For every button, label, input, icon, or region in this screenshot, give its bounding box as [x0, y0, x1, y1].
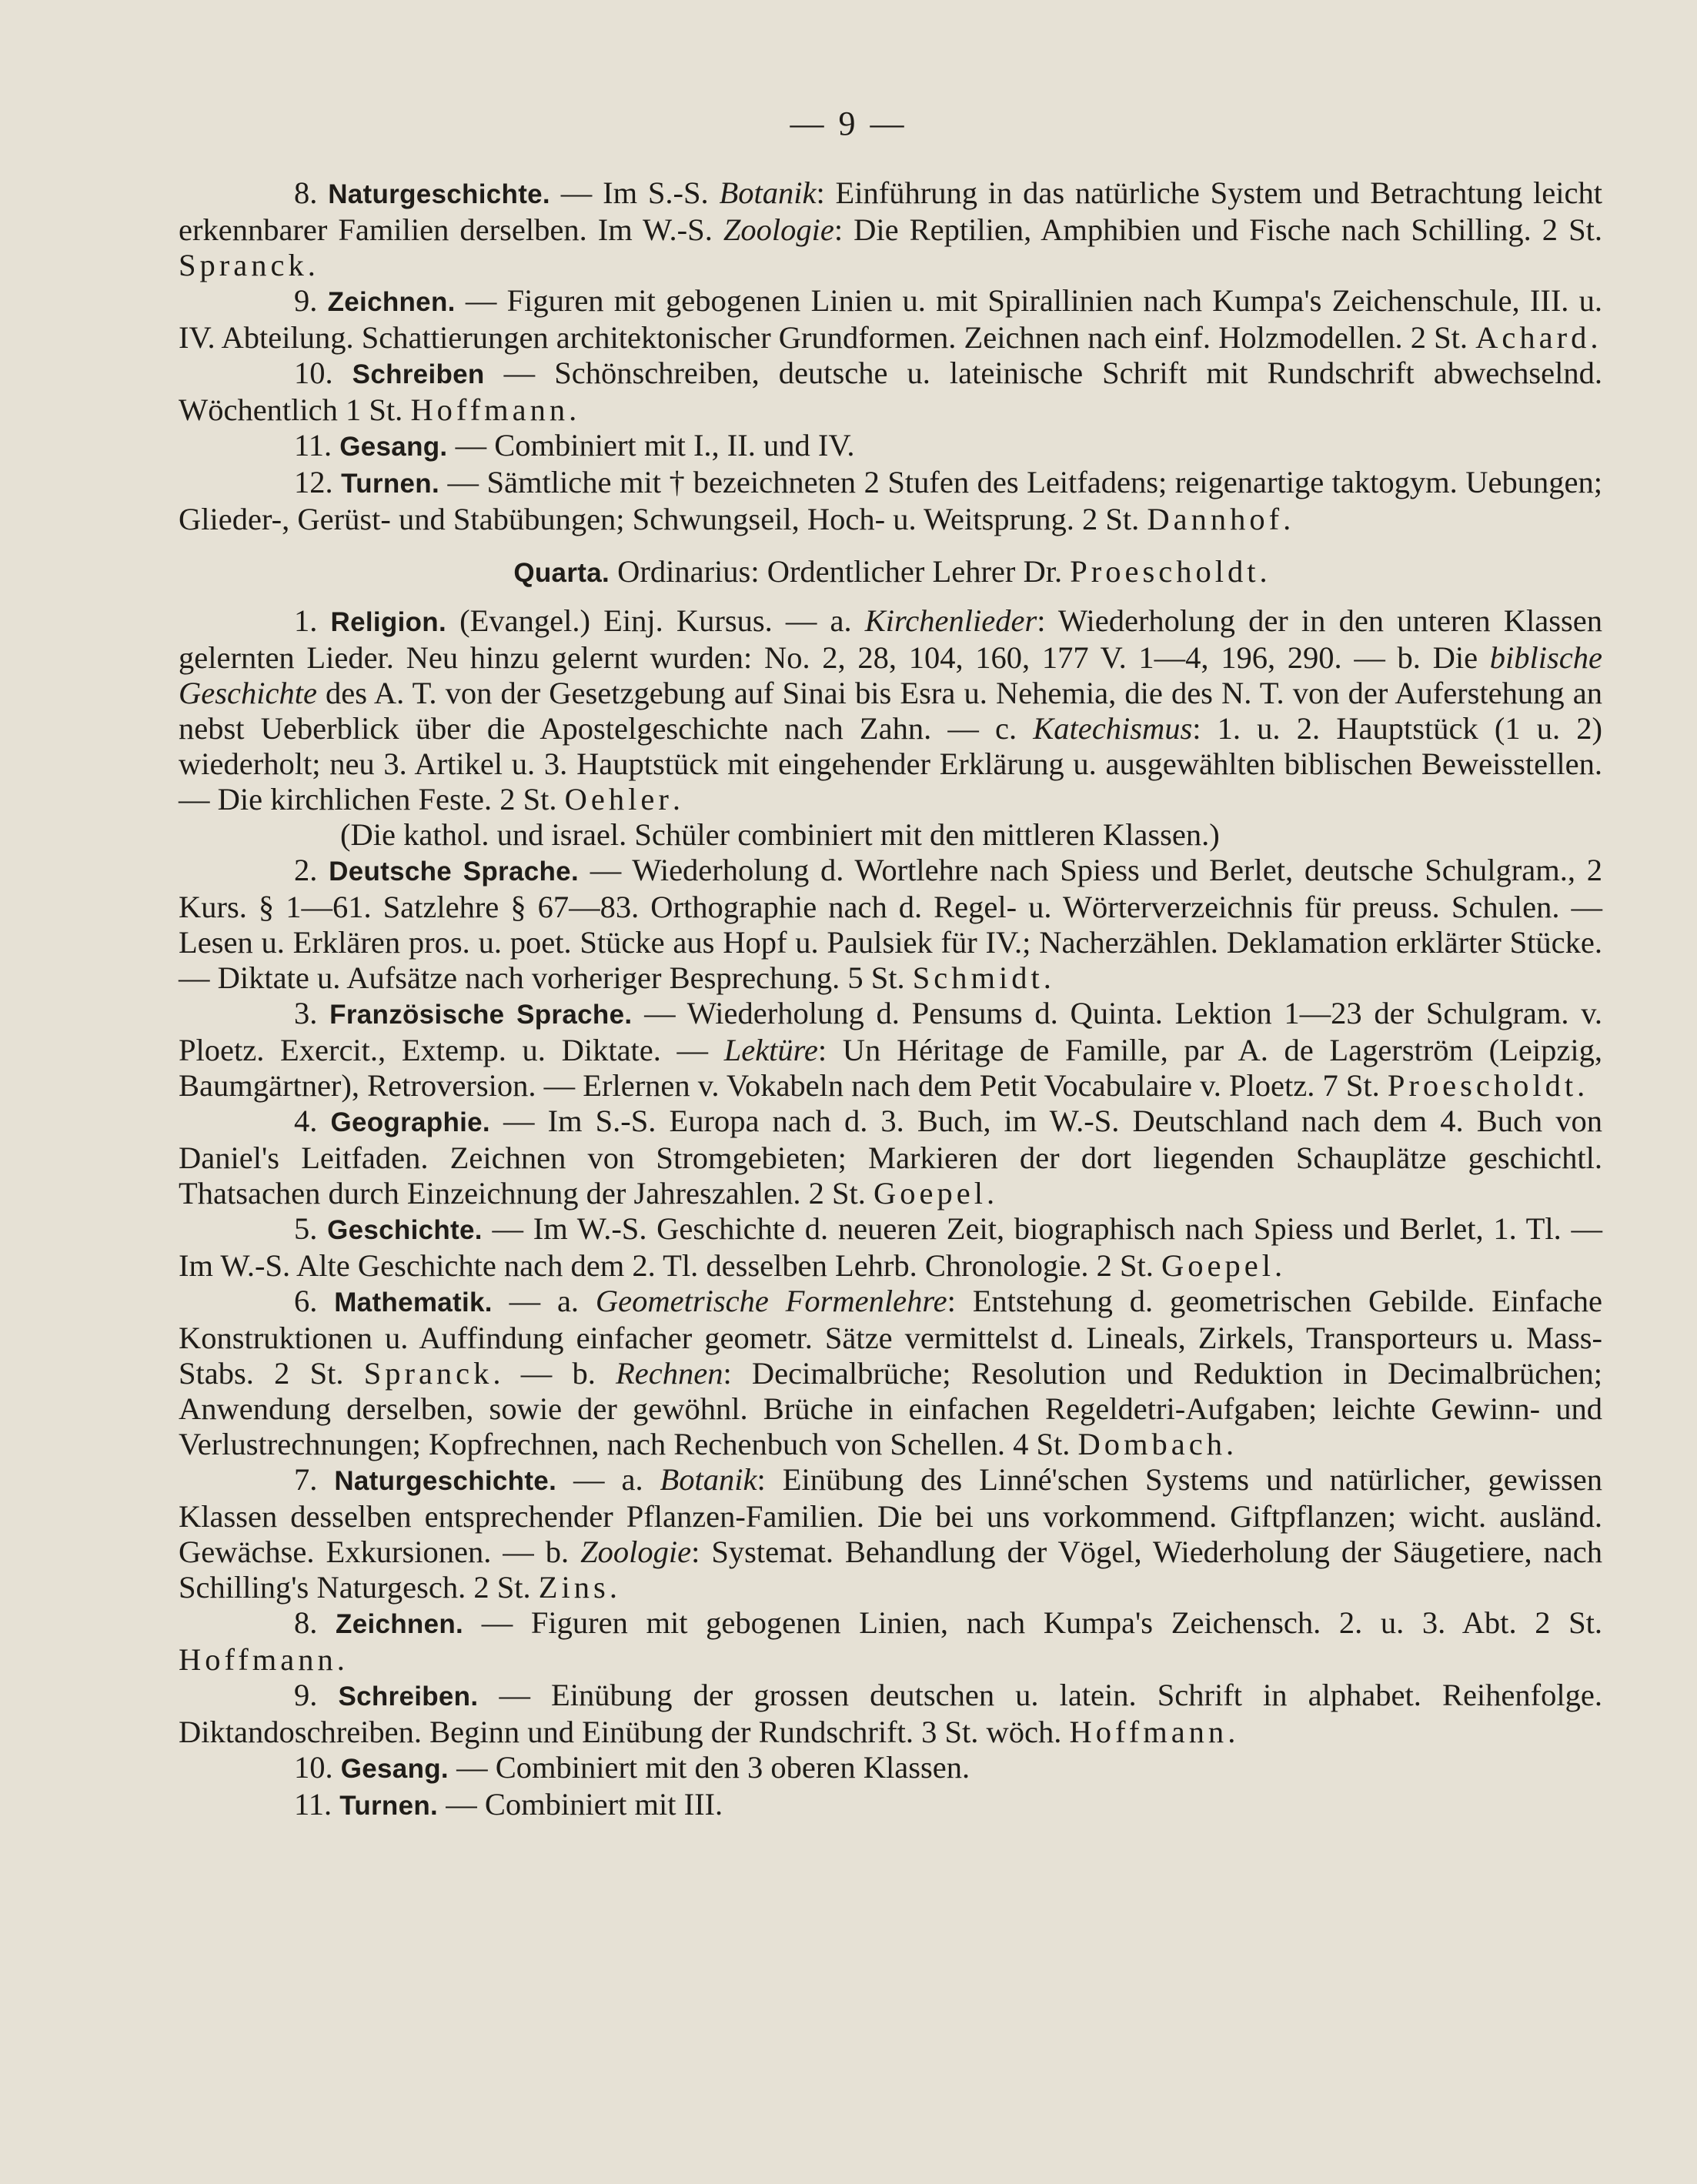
subject-heading: Deutsche Sprache. [329, 857, 579, 887]
item-number: 4. [294, 1104, 318, 1138]
section-gesang-quinta [179, 428, 1602, 465]
text-run: (Evangel.) Einj. Kursus. — a. [446, 603, 865, 638]
text-run: — Wiederholung d. Wortlehre nach Spiess und Berlet, deutsche Schulgram., 2 Kurs. § 1—61. Satzlehre § 67—83. Orthographie nach d. Regel- u. Wörterverzeichnis für preuss. Schulen. — Lesen u. Erklären pros. u. poet. Stücke aus Hopf u. Paulsiek für IV.; Nacherzählen. Deklamation erklärter Stücke. — Diktate u. Aufsätze nach vorheriger Besprechung. 5 St. [179, 853, 1602, 995]
italic-term: biblische Geschichte [179, 640, 1602, 710]
subject-heading: Mathematik. [334, 1287, 493, 1317]
section-gesang-quarta [179, 1750, 1602, 1787]
text-run: — Sämtliche mit † bezeichneten 2 Stufen des Leitfadens; reigenartige taktogym. Uebungen; Glieder-, Gerüst- und Stabübungen; Schwungseil, Hoch- u. Weitsprung. 2 St. [179, 465, 1603, 536]
item-number: 5. [294, 1211, 318, 1246]
subject-heading: Naturgeschichte. [328, 179, 550, 209]
italic-term: Kirchenlieder [864, 603, 1037, 638]
subject-heading: Naturgeschichte. [334, 1466, 557, 1496]
subject-heading: Zeichnen. [327, 287, 456, 317]
subject-heading: Gesang. [340, 1754, 449, 1784]
text-run: — Combiniert mit I., II. und IV. [447, 428, 855, 463]
section-schreiben-quarta [179, 1678, 1602, 1750]
text-run: : Un Héritage de Famille, par A. de Lagerström (Leipzig, Baumgärtner), Retroversion. — Erlernen v. Vokabeln nach dem Petit Vocabulaire v. Ploetz. 7 St. [179, 1033, 1602, 1103]
item-number: 9. [294, 283, 318, 318]
teacher-name: Goepel [874, 1176, 987, 1211]
section-turnen-quinta [179, 465, 1602, 537]
section-turnen-quarta [179, 1787, 1602, 1824]
subject-heading: Religion. [330, 607, 447, 637]
section-religion [179, 603, 1602, 817]
italic-term: Katechismus [1033, 711, 1193, 746]
subject-heading: Schreiben [352, 359, 485, 389]
text-run: : Entstehung d. geometrischen Gebilde. Einfache Konstruktionen u. Auffindung einfacher geometr. Sätze vermittelst d. Lineals, Zirkels, Transporteurs u. Mass-Stabs. 2 St. [179, 1284, 1603, 1391]
text-run: . [987, 1176, 995, 1211]
text-run: — Combiniert mit den 3 oberen Klassen. [448, 1750, 970, 1785]
text-run: — Im W.-S. Geschichte d. neueren Zeit, biographisch nach Spiess und Berlet, 1. Tl. — Im W.-S. Alte Geschichte nach dem 2. Tl. desselben Lehrb. Chronologie. 2 St. [179, 1211, 1602, 1283]
text-run: . [672, 782, 680, 816]
item-number: 8. [294, 1605, 318, 1640]
section-franzoesische-sprache [179, 996, 1602, 1104]
teacher-name: Oehler [564, 782, 673, 816]
teacher-name: Proescholdt [1070, 554, 1260, 589]
text-run: Ordinarius: Ordentlicher Lehrer Dr. [609, 554, 1071, 589]
item-number: 12. [294, 465, 333, 499]
italic-term: Lektüre [723, 1033, 818, 1067]
text-run: . [336, 1642, 345, 1677]
text-run: — Figuren mit gebogenen Linien, nach Kumpa's Zeichensch. 2. u. 3. Abt. 2 St. [463, 1605, 1602, 1640]
text-run: — Im S.-S. Europa nach d. 3. Buch, im W.-S. Deutschland nach dem 4. Buch von Daniel's Leitfaden. Zeichnen von Stromgebieten; Markieren der dort liegenden Schauplätze geschichtl. Thatsachen durch Einzeichnung der Jahreszahlen. 2 St. [179, 1104, 1602, 1211]
religion-note: (Die kathol. und israel. Schüler combiniert mit den mittleren Klassen.) [340, 817, 1220, 852]
text-run: . [1577, 1068, 1585, 1103]
teacher-name: Hoffmann [179, 1642, 337, 1677]
text-run: — Figuren mit gebogenen Linien u. mit Spirallinien nach Kumpa's Zeichenschule, III. u. IV. Abteilung. Schattierungen architektonischer Grundformen. Zeichnen nach einf. Holzmodellen. 2 St. [179, 283, 1603, 355]
section-geographie [179, 1104, 1602, 1211]
item-number: 1. [294, 603, 318, 638]
item-number: 2. [294, 853, 318, 887]
subject-heading: Turnen. [339, 1791, 439, 1821]
item-number: 8. [294, 175, 318, 210]
text-run: : Einführung in das natürliche System und Betrachtung leicht erkennbarer Familien derselben. Im W.-S. [179, 175, 1602, 247]
italic-term: Zoologie [723, 212, 834, 247]
text-run: . — b. [493, 1356, 616, 1391]
item-number: 3. [294, 996, 318, 1030]
text-run: — Combiniert mit III. [438, 1787, 723, 1822]
teacher-name: Achard [1475, 320, 1591, 355]
subject-heading: Geographie. [330, 1107, 490, 1137]
text-run: . [1283, 502, 1291, 536]
subject-heading: Schreiben. [338, 1681, 479, 1711]
item-number: 11. [294, 428, 332, 463]
section-mathematik [179, 1284, 1602, 1462]
item-number: 7. [294, 1462, 318, 1497]
teacher-name: Hoffmann [1069, 1715, 1228, 1749]
page-number: — 9 — [790, 105, 907, 142]
text-run: : Einübung des Linné'schen Systems und natürlicher, gewissen Klassen desselben entsprechender Pflanzen-Familien. Die bei uns vorkommend. Giftpflanzen; wicht. ausländ. Gewächse. Exkursionen. — b. [179, 1462, 1602, 1569]
quarta-heading-line [179, 554, 1602, 591]
section-naturgeschichte-quarta [179, 1462, 1602, 1605]
subject-heading: Geschichte. [327, 1215, 483, 1245]
text-run: . [1043, 960, 1051, 995]
italic-term: Botanik [660, 1462, 757, 1497]
text-run: . [307, 248, 316, 282]
italic-term: Botanik [719, 175, 817, 210]
teacher-name: Goepel [1161, 1248, 1274, 1283]
section-zeichnen-quarta [179, 1605, 1602, 1678]
subject-heading: Zeichnen. [336, 1609, 464, 1639]
text-run: — a. [492, 1284, 596, 1318]
section-deutsche-sprache [179, 853, 1602, 996]
text-run: . [609, 1570, 617, 1605]
text-run: des A. T. von der Gesetzgebung auf Sinai bis Esra u. Nehemia, die des N. T. von der Auferstehung an nebst Ueberblick über die Apostelgeschichte nach Zahn. — c. [179, 676, 1602, 746]
item-number: 9. [294, 1678, 318, 1712]
teacher-name: Zins [538, 1570, 610, 1605]
item-number: 6. [294, 1284, 318, 1318]
text-run: . [1225, 1427, 1234, 1461]
section-schreiben-quinta [179, 356, 1602, 428]
text-run: . [569, 392, 577, 427]
text-run: : 1. u. 2. Hauptstück (1 u. 2) wiederholt; neu 3. Artikel u. 3. Hauptstück mit eingehender Erklärung u. ausgewählten biblischen Beweisstellen. — Die kirchlichen Feste. 2 St. [179, 711, 1602, 816]
teacher-name: Dannhof [1147, 502, 1284, 536]
section-naturgeschichte-quinta [179, 175, 1602, 283]
text-run: : Decimalbrüche; Resolution und Reduktion in Decimalbrüchen; Anwendung derselben, sowie der gewöhnl. Brüche in einfachen Regeldetri-Aufgaben; leichte Gewinn- und Verlustrechnungen; Kopfrechnen, nach Rechenbuch von Schellen. 4 St. [179, 1356, 1602, 1461]
section-zeichnen-quinta [179, 283, 1602, 356]
section-geschichte [179, 1211, 1602, 1284]
teacher-name: Dombach [1077, 1427, 1226, 1461]
item-number: 10. [294, 356, 333, 390]
italic-term: Zoologie [580, 1534, 692, 1569]
body-text [179, 175, 1602, 1824]
teacher-name: Hoffmann [410, 392, 570, 427]
item-number: 11. [294, 1787, 332, 1822]
text-run: — a. [556, 1462, 660, 1497]
text-run: — Im S.-S. [550, 175, 720, 210]
text-run: — Schönschreiben, deutsche u. lateinische Schrift mit Rundschrift abwechselnd. Wöchentlich 1 St. [179, 356, 1603, 427]
text-run: : Systemat. Behandlung der Vögel, Wiederholung der Säugetiere, nach Schilling's Naturgesch. 2 St. [179, 1534, 1602, 1605]
text-run: — Wiederholung d. Pensums d. Quinta. Lektion 1—23 der Schulgram. v. Ploetz. Exercit., Extemp. u. Diktate. — [179, 996, 1603, 1067]
teacher-name: Schmidt [912, 960, 1044, 995]
italic-term: Geometrische Formenlehre [595, 1284, 947, 1318]
italic-term: Rechnen [616, 1356, 723, 1391]
text-run: . [1228, 1715, 1236, 1749]
item-number: 10. [294, 1750, 333, 1785]
class-heading: Quarta. [513, 558, 610, 588]
text-run: — Einübung der grossen deutschen u. latein. Schrift in alphabet. Reihenfolge. Diktandoschreiben. Beginn und Einübung der Rundschrift. 3 St. wöch. [179, 1678, 1602, 1749]
text-run: : Wiederholung der in den unteren Klassen gelernten Lieder. Neu hinzu gelernt wurden: No. 2, 28, 104, 160, 177 V. 1—4, 196, 290. — b. Die [179, 603, 1602, 675]
teacher-name: Spranck [363, 1356, 493, 1391]
teacher-name: Proescholdt [1387, 1068, 1578, 1103]
text-run: . [1274, 1248, 1283, 1283]
text-run: . [1590, 320, 1598, 355]
teacher-name: Spranck [179, 248, 308, 282]
subject-heading: Gesang. [339, 432, 448, 462]
subject-heading: Französische Sprache. [329, 1000, 633, 1030]
text-run: : Die Reptilien, Amphibien und Fische nach Schilling. 2 St. [833, 212, 1602, 247]
text-run: . [1259, 554, 1268, 589]
subject-heading: Turnen. [341, 469, 439, 499]
